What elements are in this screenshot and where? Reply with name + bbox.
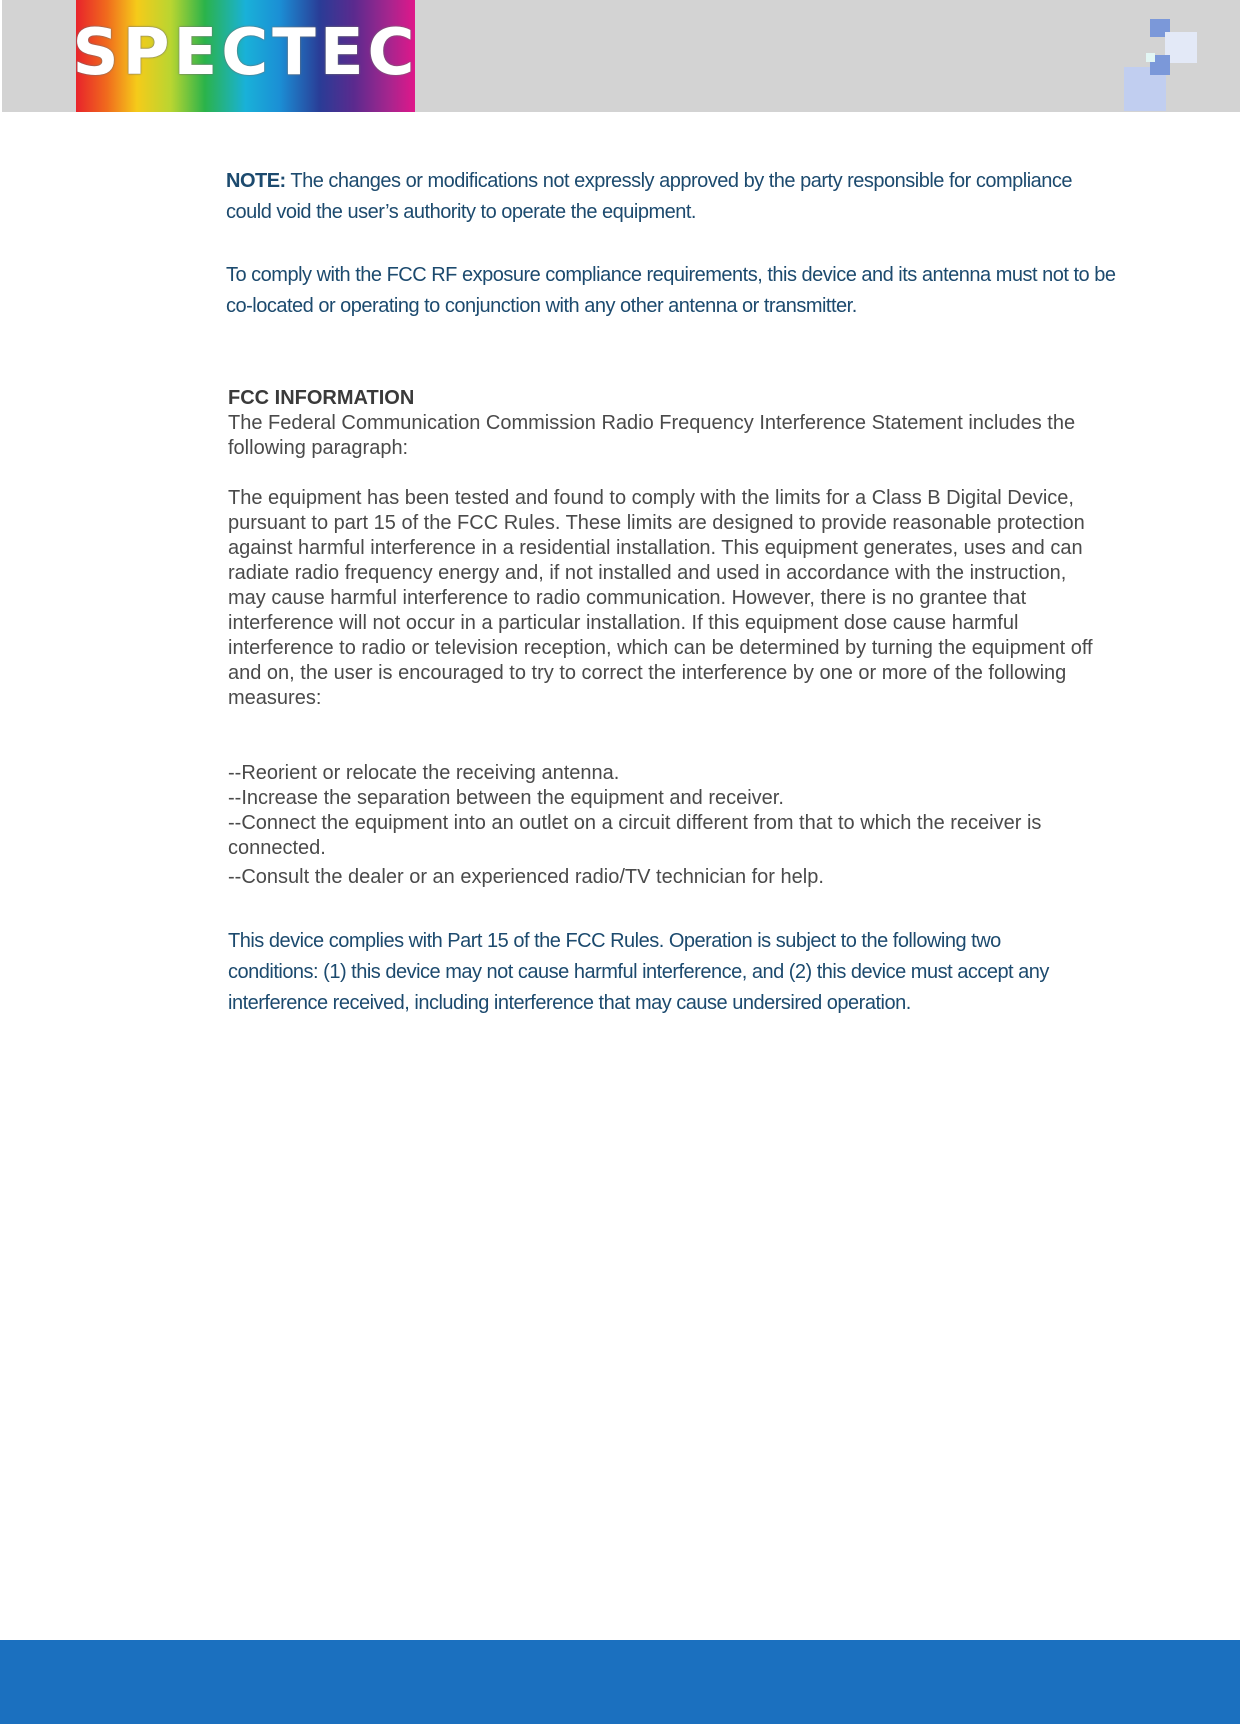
compliance-paragraph: This device complies with Part 15 of the FCC Rules. Operation is subject to the following two conditions: (1) this device may not cause harmful interference, and (2) this device must accept any interference received, including interference that may cause undersired operation. (228, 930, 1049, 1014)
list-item: --Increase the separation between the equipment and receiver. (228, 787, 784, 809)
list-item: --Reorient or relocate the receiving antenna. (228, 762, 620, 784)
note-text: The changes or modifications not expressly approved by the party responsible for compliance could void the user’s authority to operate the equipment. (226, 170, 1073, 223)
rf-exposure-paragraph: To comply with the FCC RF exposure compliance requirements, this device and its antenna must not to be co-located or operating to conjunction with any other antenna or transmitter. (226, 264, 1116, 317)
logo-text: SPECTEC (72, 16, 419, 90)
fcc-body: The equipment has been tested and found to comply with the limits for a Class B Digital Device, pursuant to part 15 of the FCC Rules. These limits are designed to provide reasonable protection against harmful interference in a residential installation. This equipment generates, uses and can radiate radio frequency energy and, if not installed and used in accordance with the instruction, may cause harmful interference to radio communication. However, there is no grantee that interference will not occur in a particular installation. If this equipment dose cause harmful interference to radio or television reception, which can be determined by turning the equipment off and on, the user is encouraged to try to correct the interference by one or more of the following measures: (228, 487, 1093, 709)
decorative-square (1146, 53, 1155, 62)
note-paragraph (226, 166, 1086, 228)
list-item: --Consult the dealer or an experienced radio/TV technician for help. (228, 866, 824, 888)
list-item: --Connect the equipment into an outlet on a circuit different from that to which the receiver is connected. (228, 812, 1042, 859)
footer-band (0, 1640, 1240, 1724)
spectec-logo (72, 0, 419, 112)
fcc-heading: FCC INFORMATION (228, 387, 415, 409)
measures-list (228, 761, 1088, 890)
note-label: NOTE: (226, 170, 286, 192)
fcc-intro: The Federal Communication Commission Radio Frequency Interference Statement includes the following paragraph: (228, 412, 1076, 459)
